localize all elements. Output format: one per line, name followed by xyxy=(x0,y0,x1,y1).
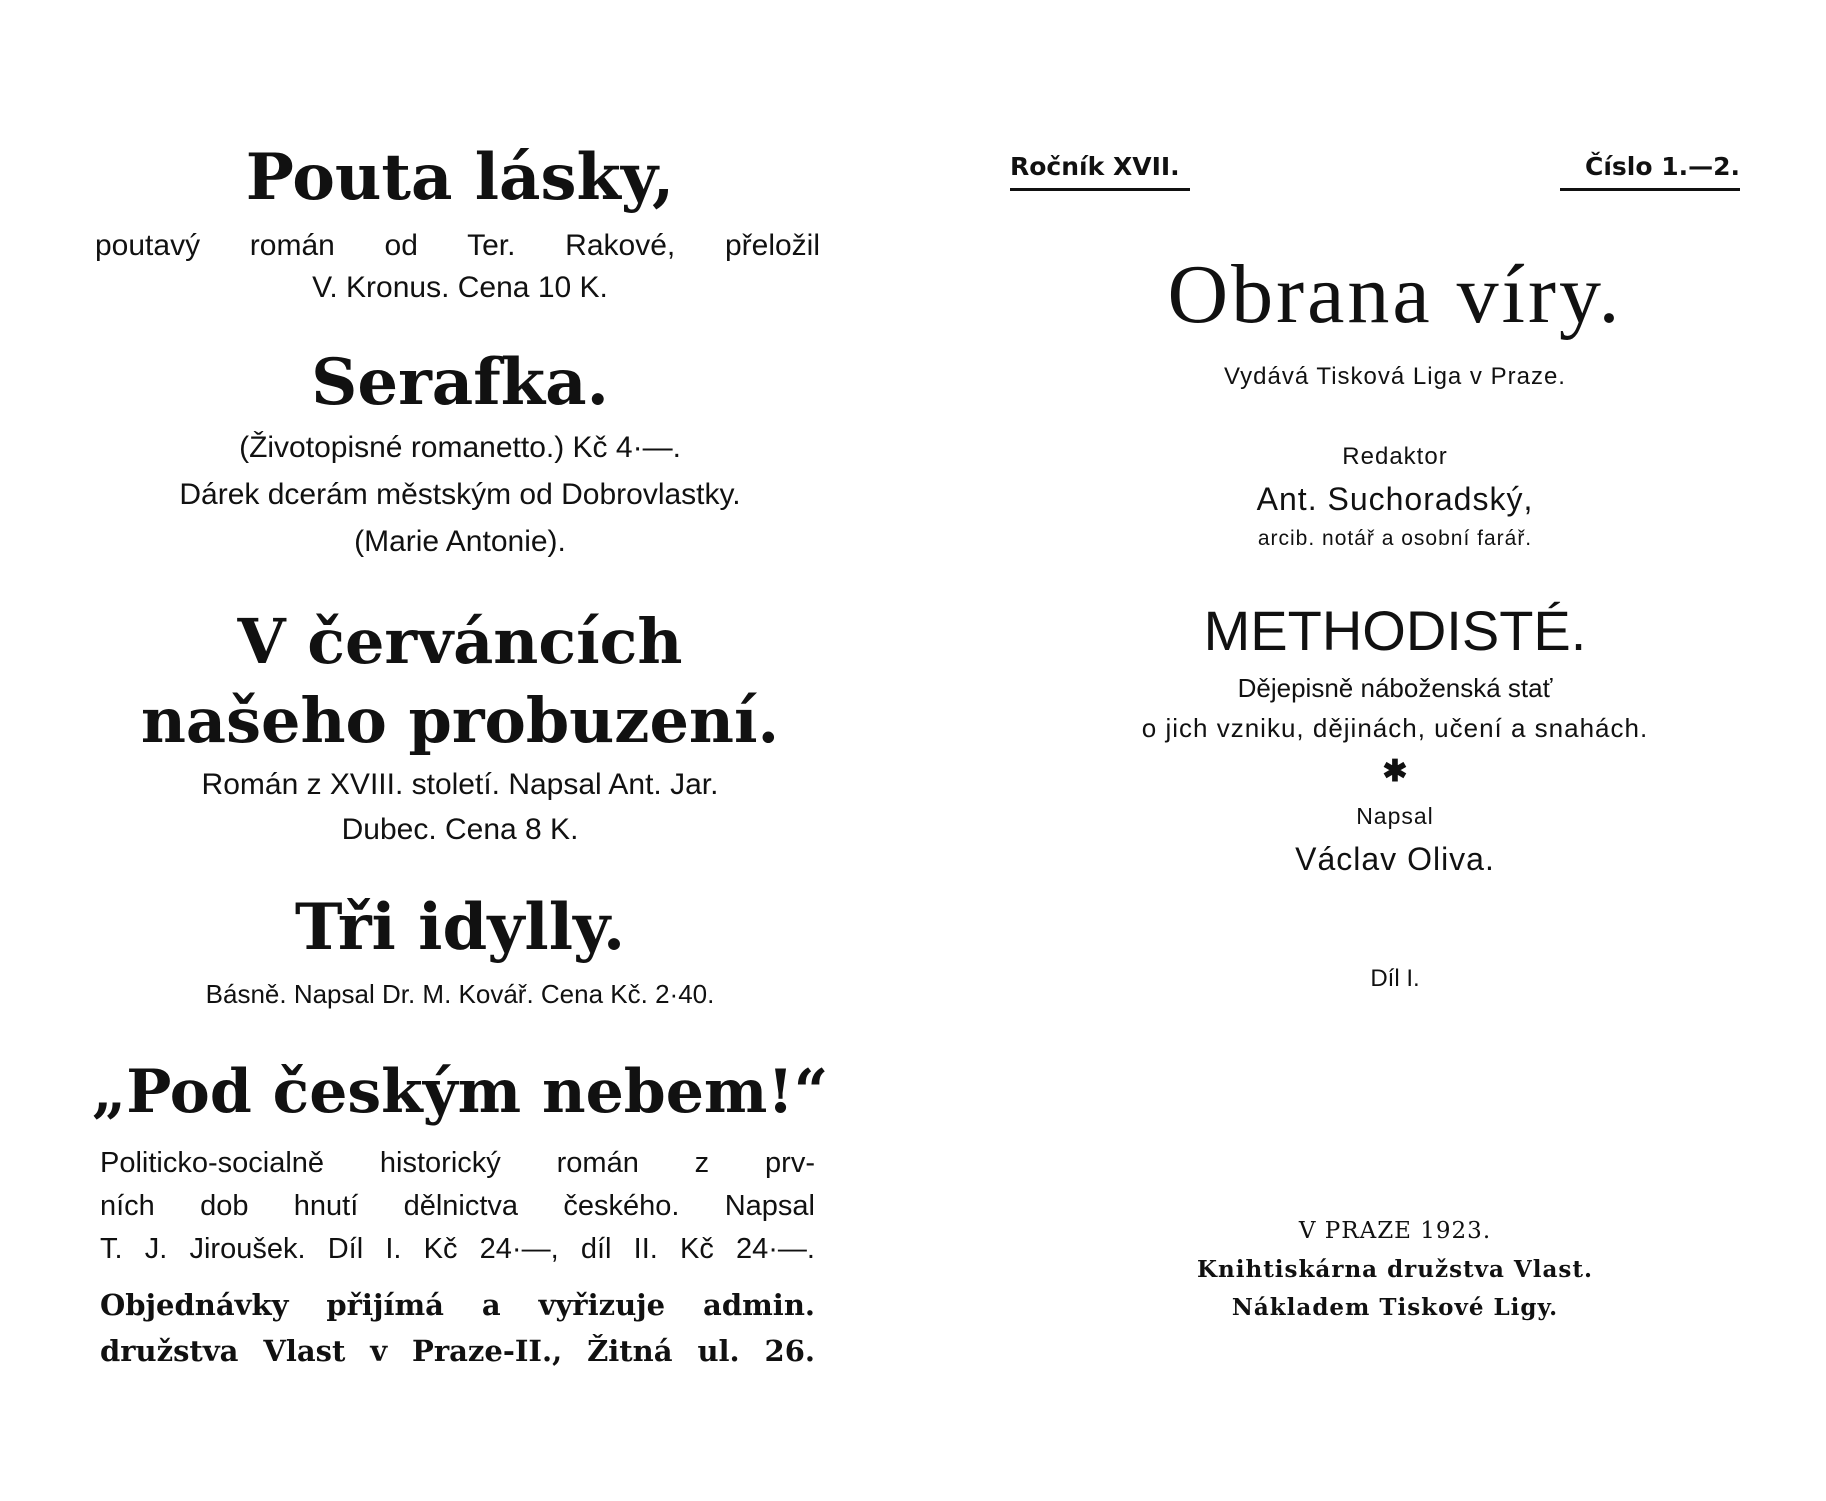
author-name: Václav Oliva. xyxy=(1295,841,1495,877)
editor-label: Redaktor xyxy=(1342,443,1448,470)
work-subtitle-line1: Dějepisně náboženská stať xyxy=(1237,673,1553,703)
book-title-serafka: Serafka. xyxy=(311,345,609,420)
volume-label: Ročník XVII. xyxy=(1010,150,1190,191)
book-desc-line: T. J. Jiroušek. Díl I. Kč 24·—, díl II. Kč 24·—. xyxy=(100,1233,815,1265)
work-subtitle-line2: o jich vzniku, dějinách, učení a snahách. xyxy=(1141,713,1649,743)
right-page xyxy=(1000,0,1790,1501)
editor-name: Ant. Suchoradský, xyxy=(1256,481,1534,517)
orders-notice-line1: Objednávky přijímá a vyřizuje admin. xyxy=(100,1288,815,1322)
part-label: Díl I. xyxy=(1370,965,1420,992)
book-title-v-cervancich: V červáncích xyxy=(237,605,683,678)
imprint-place-year: V PRAZE 1923. xyxy=(1298,1218,1492,1244)
book-desc-line: Básně. Napsal Dr. M. Kovář. Cena Kč. 2·40. xyxy=(205,979,715,1009)
book-desc-line: Dárek dcerám městským od Dobrovlastky. xyxy=(179,478,741,511)
series-title: Obrana víry. xyxy=(1167,248,1623,341)
book-title-v-cervancich-line2: našeho probuzení. xyxy=(140,684,780,757)
book-title-pouta-lasky: Pouta lásky, xyxy=(245,140,675,215)
book-desc-line: Dubec. Cena 8 K. xyxy=(341,813,579,846)
book-title-tri-idylly: Tři idylly. xyxy=(294,890,626,965)
book-desc-line: ních dob hnutí dělnictva českého. Napsal xyxy=(100,1190,815,1222)
ornament-asterisk: ✱ xyxy=(1382,755,1408,788)
book-desc-line: poutavý román od Ter. Rakové, přeložil xyxy=(95,229,820,262)
book-desc-line: Politicko-socialně historický román z prv- xyxy=(100,1147,815,1179)
book-desc-line: Román z XVIII. století. Napsal Ant. Jar. xyxy=(201,768,719,801)
imprint-publisher: Nákladem Tiskové Ligy. xyxy=(1231,1294,1559,1321)
publisher-line: Vydává Tisková Liga v Praze. xyxy=(1224,363,1566,390)
editor-role: arcib. notář a osobní farář. xyxy=(1257,527,1533,550)
imprint-printer: Knihtiskárna družstva Vlast. xyxy=(1197,1256,1593,1283)
book-title-pod-ceskym-nebem: „Pod českým nebem!“ xyxy=(91,1057,829,1127)
orders-notice-line2: družstva Vlast v Praze-II., Žitná ul. 26. xyxy=(100,1334,815,1368)
author-label: Napsal xyxy=(1356,803,1434,829)
left-page xyxy=(60,0,860,1501)
issue-label: Číslo 1.—2. xyxy=(1560,150,1740,191)
book-desc-line: V. Kronus. Cena 10 K. xyxy=(312,271,608,304)
book-desc-line: (Marie Antonie). xyxy=(354,525,566,558)
work-title: METHODISTÉ. xyxy=(1203,599,1587,662)
book-desc-line: (Životopisné romanetto.) Kč 4·—. xyxy=(239,431,681,464)
